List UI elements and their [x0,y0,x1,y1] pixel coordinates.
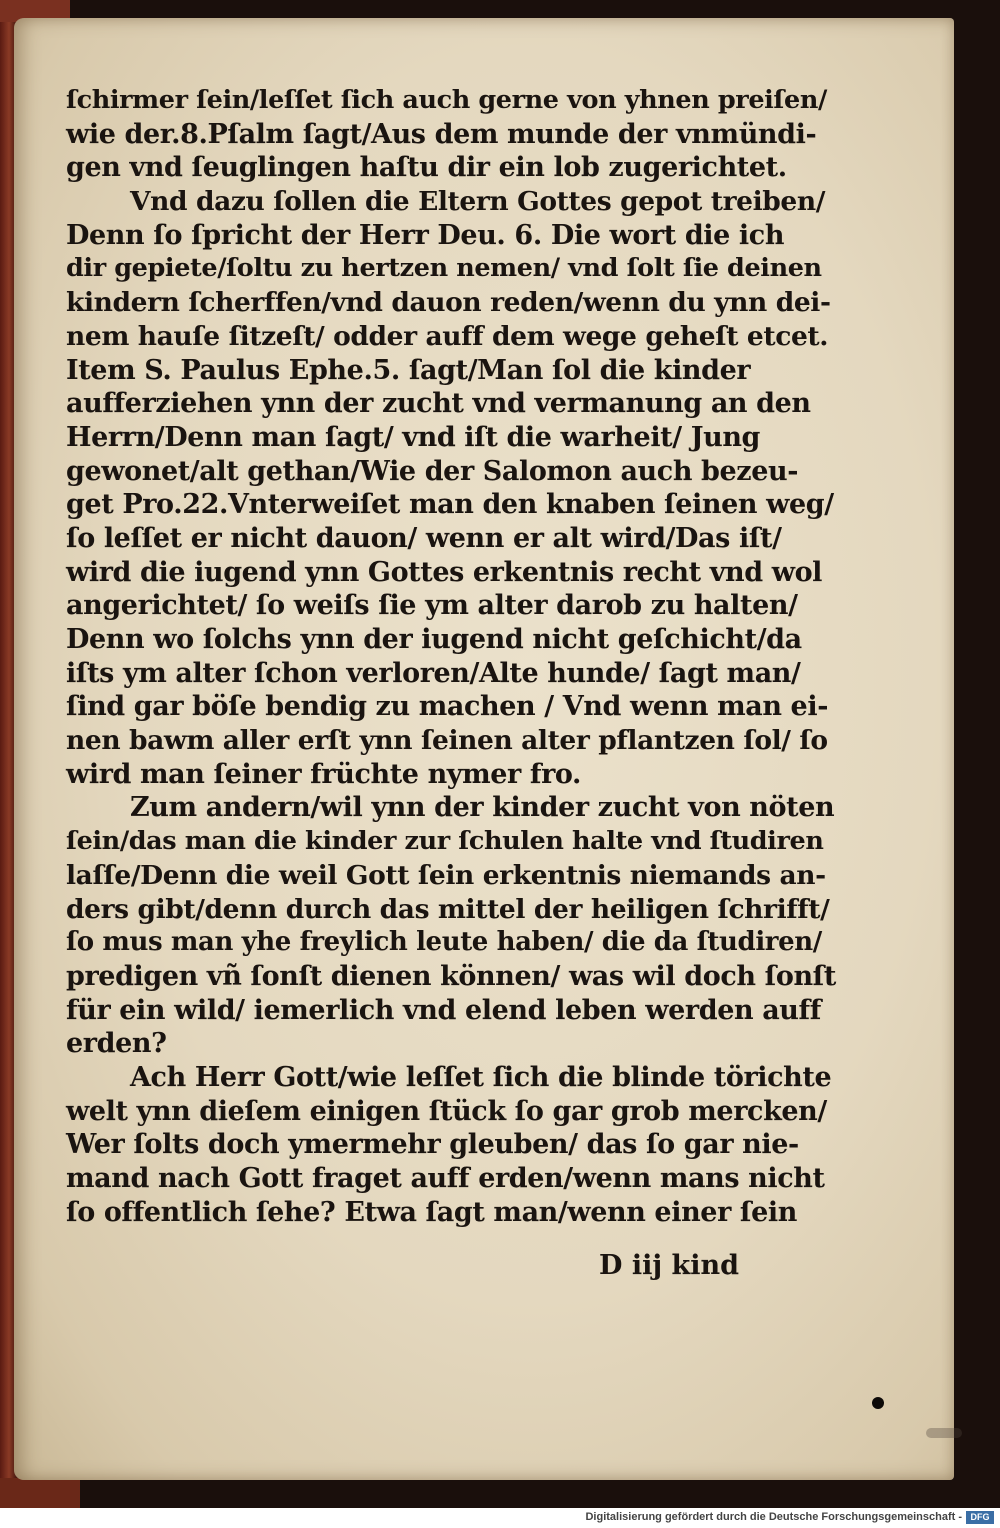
dfg-logo-icon: DFG [966,1511,994,1524]
text-line: ſind gar böſe bendig zu machen / Vnd wenn man ei- [66,691,829,723]
text-line: ſo mus man yhe freylich leute haben/ die da ſtudiren/ [66,927,822,958]
text-line: welt ynn dieſem einigen ſtück ſo gar grob mercken/ [66,1095,827,1127]
text-line: Zum andern/wil ynn der kinder zucht von nöten [130,792,835,824]
text-line: für ein wild/ iemerlich vnd elend leben werden auff [66,994,821,1026]
text-line: nen bawm aller erſt ynn ſeinen alter pflantzen ſol/ ſo [66,725,828,757]
ink-dot [872,1397,884,1409]
text-line: get Pro.22.Vnterweiſet man den knaben ſeinen weg/ [66,489,834,521]
text-line: Denn wo ſolchs ynn der iugend nicht geſchicht/da [66,624,802,655]
text-line: Denn ſo ſpricht der Herr Deu. 6. Die wort die ich [66,219,785,251]
text-line: iſts ym alter ſchon verloren/Alte hunde/ ſagt man/ [66,657,801,689]
footer-bar [0,1508,1000,1528]
text-line: wie der.8.Pſalm ſagt/Aus dem munde der vnmündi- [66,118,817,150]
text-line: ſchirmer ſein/leſſet ſich auch gerne von yhnen preiſen/ [66,85,827,115]
text-line: ſo offentlich ſehe? Etwa ſagt man/wenn einer ſein [66,1196,797,1228]
text-line: Ach Herr Gott/wie leſſet ſich die blinde törichte [130,1061,832,1093]
text-line: laſſe/Denn die weil Gott ſein erkentnis niemands an- [66,859,826,891]
text-line: dir gepiete/ſoltu zu hertzen nemen/ vnd ſolt ſie deinen [66,253,822,284]
text-line: angerichtet/ ſo weiſs ſie ym alter darob zu halten/ [66,590,798,622]
text-line: ſein/das man die kinder zur ſchulen halte vnd ſtudiren [66,826,824,857]
binding-edge-bottom [0,1478,80,1508]
text-line: Item S. Paulus Ephe.5. ſagt/Man ſol die kinder [66,354,751,386]
text-line: Vnd dazu ſollen die Eltern Gottes gepot treiben/ [130,186,826,218]
footer-credit: Digitalisierung gefördert durch die Deutsche Forschungsgemeinschaft - [585,1511,962,1523]
text-line: Wer ſolts doch ymermehr gleuben/ das ſo gar nie- [66,1129,799,1161]
text-line: gewonet/alt gethan/Wie der Salomon auch bezeu- [66,455,799,487]
text-line: Herrn/Denn man ſagt/ vnd iſt die warheit/ Jung [66,421,761,453]
text-line: erden? [66,1028,167,1060]
text-line: gen vnd ſeuglingen haſtu dir ein lob zugerichtet. [66,152,787,184]
book-page [14,18,954,1480]
page-text [66,84,836,1229]
text-line: ſo leſſet er nicht dauon/ wenn er alt wird/Das iſt/ [66,522,782,554]
stain-mark [926,1428,962,1438]
text-line: wird man ſeiner früchte nymer fro. [66,758,582,790]
text-line: predigen vñ ſonſt dienen können/ was wil doch ſonſt [66,960,836,992]
text-line: wird die iugend ynn Gottes erkentnis recht vnd wol [66,556,823,588]
text-line: mand nach Gott fraget auff erden/wenn mans nicht [66,1163,825,1194]
text-line: aufferziehen ynn der zucht vnd vermanung an den [66,388,811,420]
signature-line: D iij kind [599,1250,739,1281]
text-line: kindern ſcherffen/vnd dauon reden/wenn du ynn dei- [66,287,831,319]
text-line: ders gibt/denn durch das mittel der heiligen ſchrifft/ [66,893,830,925]
text-line: nem hauſe ſitzeſt/ odder auff dem wege geheſt etcet. [66,320,829,352]
